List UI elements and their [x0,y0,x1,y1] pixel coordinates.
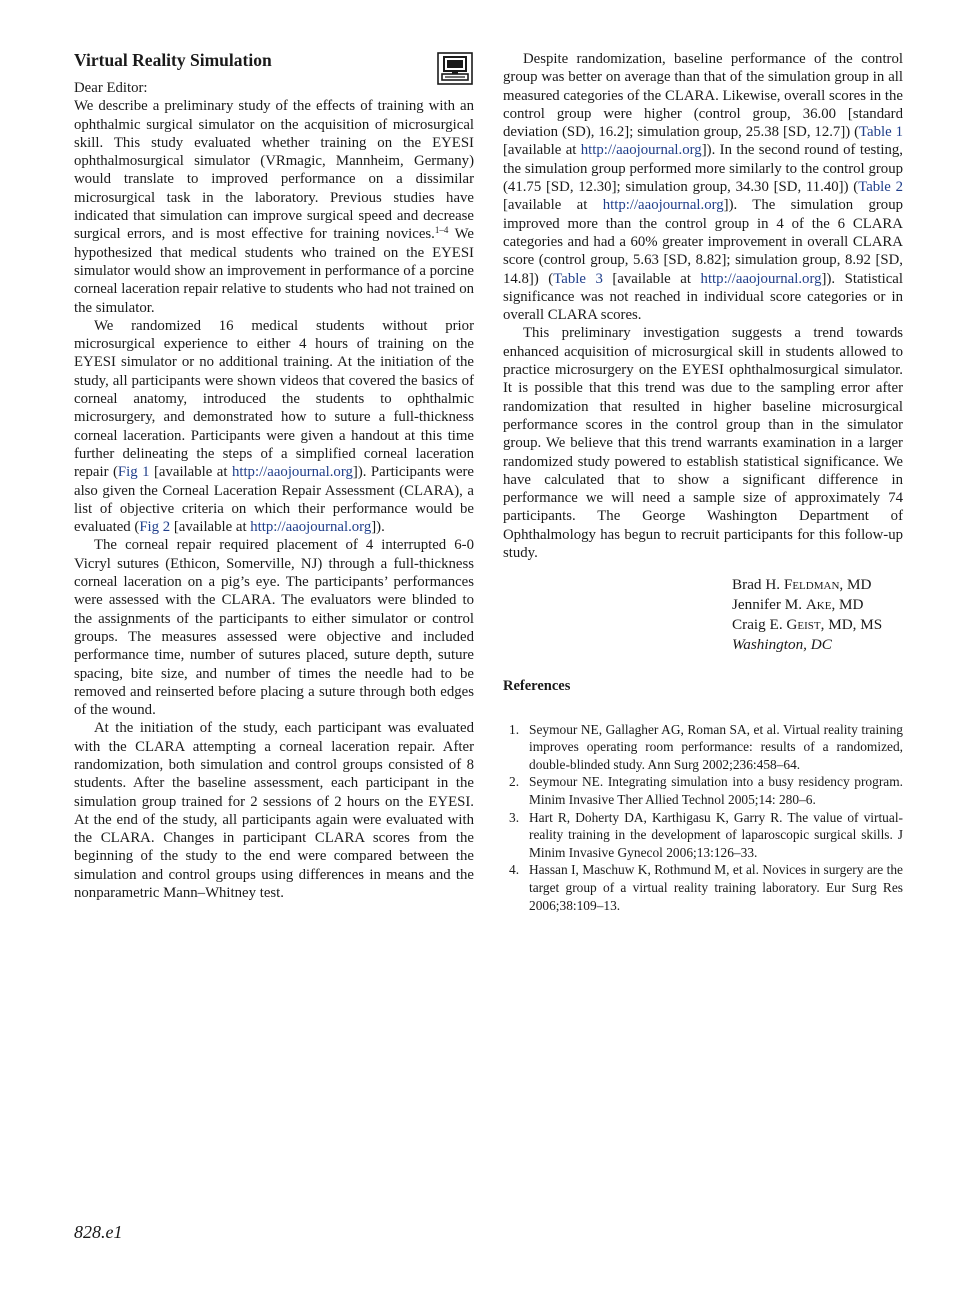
paragraph-2: We randomized 16 medical students without prior microsurgical experience to either 4 hours of training on the EYESI simulator or no additional training. At the initiation of the study, all participants were shown videos that covered the basics of corneal anatomy, introduced the students to ophthalmic microsurgery, and demonstrated how to suture a full-thickness corneal laceration. Participants were given a handout at this time further delineating the steps of a simplified corneal laceration repair (Fig 1 [available at http://aaojournal.org]). Participants were also given the Corneal Laceration Repair Assessment (CLARA), a list of objective criteria on which their performance would be evaluated (Fig 2 [available at http://aaojournal.org]). [74,317,475,536]
aaojournal-link[interactable]: http://aaojournal.org [602,197,724,214]
aaojournal-link[interactable]: http://aaojournal.org [231,464,353,481]
reference-item: 3. Hart R, Doherty DA, Karthigasu K, Garry R. The value of virtual-reality training in the development of laparoscopic surgical skills. J Minim Invasive Gynecol 2006;13:126–33. [509,809,903,860]
reference-item: 4. Hassan I, Maschuw K, Rothmund M, et al. Novices in surgery are the target group of a virtual reality training laboratory. Eur Surg Res 2006;38:109–13. [509,862,903,913]
author-signature [732,575,903,655]
references-heading: References [503,678,571,695]
aaojournal-link[interactable]: http://aaojournal.org [250,519,372,536]
table-2-link[interactable]: Table 2 [858,179,904,196]
fig-2-link[interactable]: Fig 2 [139,519,171,536]
author-location: Washington, DC [732,636,832,654]
paragraph-6: This preliminary investigation suggests a trend towards enhanced acquisition of microsurgical skill in students allowed to practice microsurgery on the EYESI ophthalmosurgical simulator. It is possible that this trend was due to the sampling error after randomization that resulted in higher baseline microsurgical performance scores in the control group than in the simulator group. We believe that this trend warrants examination in a larger randomized study powered to establish statistical significance. We have calculated that to show a significant difference in performance we will need a sample size of approximately 74 participants. The George Washington Department of Ophthalmology has begun to recruit participants for this follow-up study. [503,325,903,562]
author-line: Brad H. Feldman, MD [732,576,872,594]
paragraph-3: The corneal repair required placement of 4 interrupted 6-0 Vicryl sutures (Ethicon, Somerville, NJ) through a full-thickness corneal laceration on a pig’s eye. The participants’ performances were assessed with the CLARA. The evaluators were blinded to the assignments of the participants to either simulator or control groups. The measures assessed were objective and included performance time, number of sutures placed, suture depth, suture spacing, bite size, and number of times the needle had to be removed and reinserted before placing a suture through both edges of the wound. [74,537,474,719]
paragraph-5: Despite randomization, baseline performance of the control group was better on average than that of the simulation group in all measured categories of the CLARA. Likewise, overall scores in the control group were higher (control group, 36.00 [standard deviation (SD), 16.2]; simulation group, 25.38 [SD, 12.7]) (Table 1 [available at http://aaojournal.org]). In the second round of testing, the simulation group performed more similarly to the control group (41.75 [SD, 12.30]; simulation group, 34.30 [SD, 11.40]) (Table 2 [available at http://aaojournal.org]). The simulation group improved more than the control group in 4 of the 6 CLARA categories and had a 60% greater improvement in overall CLARA score (control group, 5.63 [SD, 8.82]; simulation group, 8.92 [SD, 14.8]) (Table 3 [available at http://aaojournal.org]). Statistical significance was not reached in individual score categories or in overall CLARA scores. [503,51,904,324]
page-number: 828.e1 [74,1222,123,1242]
references-list [503,721,903,915]
aaojournal-link[interactable]: http://aaojournal.org [580,142,702,159]
article-title: Virtual Reality Simulation [74,50,272,70]
reference-item: 2. Seymour NE. Integrating simulation into a busy residency program. Minim Invasive Ther Allied Technol 2005;14: 280–6. [509,774,903,807]
table-3-link[interactable]: Table 3 [553,270,603,287]
table-1-link[interactable]: Table 1 [859,124,903,141]
reference-item: 1. Seymour NE, Gallagher AG, Roman SA, et al. Virtual reality training improves operating room performance: results of a randomized, double-blinded study. Ann Surg 2002;236:458–64. [509,721,903,772]
author-line: Jennifer M. Ake, MD [732,596,864,614]
citation-superscript[interactable]: 1–4 [434,225,449,236]
computer-monitor-icon [437,52,473,85]
salutation: Dear Editor: [74,80,148,96]
fig-1-link[interactable]: Fig 1 [117,464,150,481]
left-column [74,50,474,902]
paragraph-4: At the initiation of the study, each participant was evaluated with the CLARA attempting a corneal laceration repair. After randomization, both simulation and control groups consisted of 8 students. After the baseline assessment, each participant in the simulation group trained for 2 sessions of 2 hours on the EYESI. At the end of the study, all participants again were evaluated with the CLARA. Changes in participant CLARA scores from the beginning of the study to the end were compared between the simulation and control groups using differences in means and the nonparametric Mann–Whitney test. [74,720,474,902]
aaojournal-link[interactable]: http://aaojournal.org [700,270,822,287]
paragraph-1: We describe a preliminary study of the effects of training with an ophthalmic surgical simulator on the acquisition of microsurgical skill. This study evaluated whether training on the EYESI ophthalmosurgical simulator (VRmagic, Mannheim, Germany) would translate to improved performance on a dissimilar microsurgical task in the laboratory. Previous studies have indicated that simulation can improve surgical speed and decrease surgical errors, and is most effective for training novices.$^{1-4}$ We hypothesized that medical students who trained on the EYESI simulator would show an improvement in performance of a porcine corneal laceration repair relative to students who had not trained on the simulator. [74,98,474,316]
author-line: Craig E. Geist, MD, MS [732,616,883,634]
right-column [503,50,903,914]
